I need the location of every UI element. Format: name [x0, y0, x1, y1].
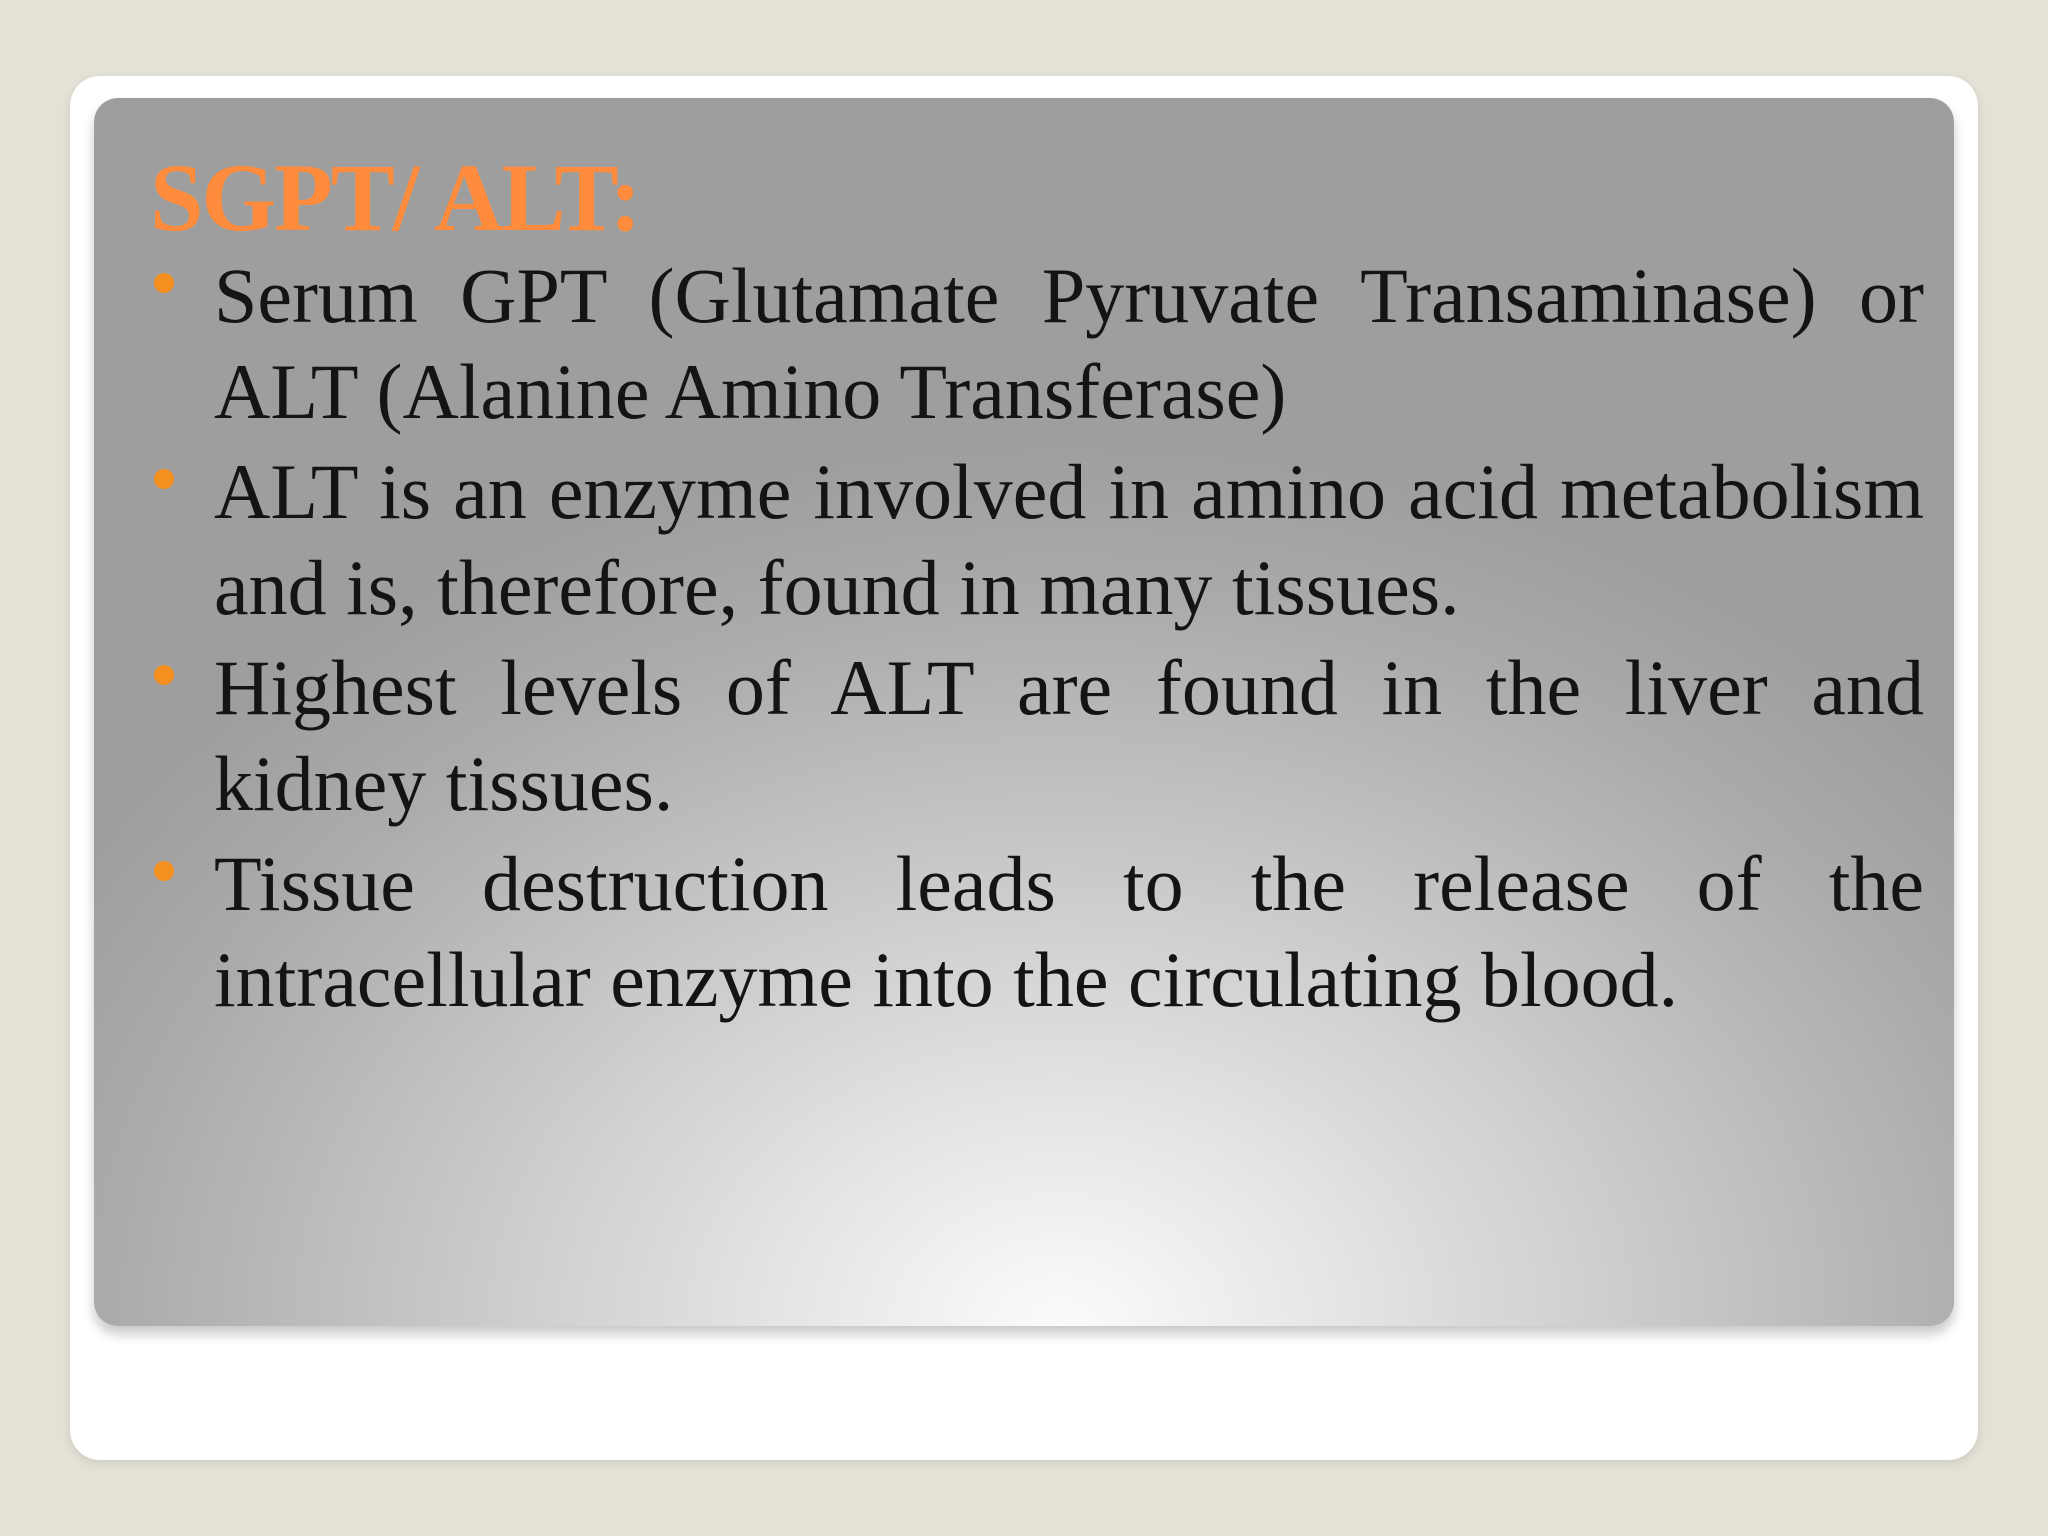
bullet-item: [214, 640, 1924, 832]
bullet-dot-icon: [154, 665, 174, 685]
bullet-list: [214, 248, 1924, 1032]
bullet-item: [214, 836, 1924, 1028]
bullet-text: Highest levels of ALT are found in the liver and kidney tissues.: [214, 644, 1924, 827]
bullet-item: [214, 248, 1924, 440]
bullet-dot-icon: [154, 469, 174, 489]
bullet-dot-icon: [154, 273, 174, 293]
bullet-dot-icon: [154, 861, 174, 881]
bullet-text: ALT is an enzyme involved in amino acid metabolism and is, therefore, found in many tissues.: [214, 448, 1924, 631]
bullet-text: Serum GPT (Glutamate Pyruvate Transaminase) or ALT (Alanine Amino Transferase): [214, 252, 1924, 435]
bullet-text: Tissue destruction leads to the release of the intracellular enzyme into the circulating blood.: [214, 840, 1924, 1023]
bullet-item: [214, 444, 1924, 636]
slide-title: SGPT/ ALT:: [150, 144, 640, 251]
